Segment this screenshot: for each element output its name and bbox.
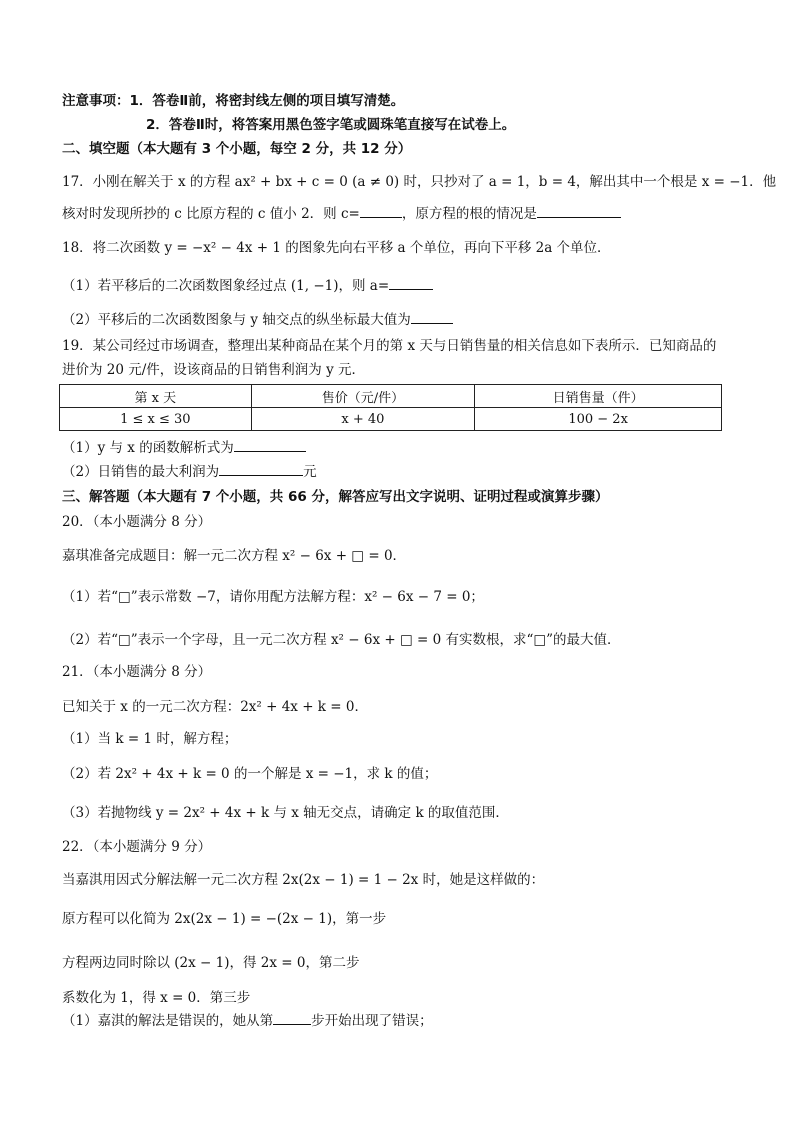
q20-part-2: （2）若“□”表示一个字母，且一元二次方程 x² − 6x + □ = 0 有实数根，求“□”的最大值．	[62, 632, 621, 648]
table-row	[60, 408, 722, 431]
q21-part-1: （1）当 k = 1 时，解方程；	[62, 731, 238, 747]
q22-step-3: 系数化为 1，得 x = 0．第三步	[62, 990, 251, 1006]
q19-part-1-text: （1）y 与 x 的函数解析式为	[62, 440, 234, 456]
q19-blank-function	[234, 438, 306, 452]
q20-header: 20．（本小题满分 8 分）	[62, 514, 212, 530]
q22-part-1-text: （1）嘉淇的解法是错误的，她从第	[62, 1013, 274, 1029]
q18-part-2-text: （2）平移后的二次函数图象与 y 轴交点的纵坐标最大值为	[62, 312, 411, 328]
notice-line-2: 2．答卷Ⅱ时，将答案用黑色签字笔或圆珠笔直接写在试卷上。	[146, 117, 516, 133]
q22-blank-step	[273, 1011, 311, 1025]
q22-part-1-tail: 步开始出现了错误；	[311, 1013, 433, 1029]
q22-step-2: 方程两边同时除以 (2x − 1)，得 2x = 0，第二步	[62, 955, 360, 971]
q17-text-a: 核对时发现所抄的 c 比原方程的 c 值小 2．则 c=	[62, 206, 360, 222]
q18-part-1	[62, 276, 734, 296]
q20-line-1: 嘉琪准备完成题目：解一元二次方程 x² − 6x + □ = 0．	[62, 548, 407, 564]
q21-part-3: （3）若抛物线 y = 2x² + 4x + k 与 x 轴无交点，请确定 k 的取值范围．	[62, 805, 509, 821]
q22-line-1: 当嘉淇用因式分解法解一元二次方程 2x(2x − 1) = 1 − 2x 时，她是这样做的：	[62, 872, 545, 888]
q22-step-1: 原方程可以化简为 2x(2x − 1) = −(2x − 1)，第一步	[62, 911, 387, 927]
q17-blank-roots	[537, 204, 621, 218]
q21-part-2: （2）若 2x² + 4x + k = 0 的一个解是 x = −1，求 k 的值；	[62, 766, 438, 782]
q18-blank-max	[411, 310, 453, 324]
section-3-title: 三、解答题（本大题有 7 个小题，共 66 分，解答应写出文字说明、证明过程或演算步骤）	[62, 489, 609, 505]
q19-blank-profit	[219, 462, 303, 476]
q19-part-2-unit: 元	[303, 464, 317, 480]
q17-blank-c	[360, 204, 402, 218]
table-header-day: 第 x 天	[60, 385, 252, 408]
q19-part-2	[62, 462, 734, 482]
q18-part-1-text: （1）若平移后的二次函数图象经过点 (1, −1)，则 a=	[62, 278, 390, 294]
q22-header: 22．（本小题满分 9 分）	[62, 839, 212, 855]
q18-part-2	[62, 310, 734, 330]
section-2-title: 二、填空题（本大题有 3 个小题，每空 2 分，共 12 分）	[62, 141, 412, 157]
table-cell-day: 1 ≤ x ≤ 30	[60, 408, 252, 431]
q19-line-1: 19．某公司经过市场调查，整理出某种商品在某个月的第 x 天与日销售量的相关信息如下表所示．已知商品的	[62, 338, 717, 354]
table-header-price: 售价（元/件）	[251, 385, 475, 408]
q19-part-1	[62, 438, 734, 458]
q17-line-1: 17．小刚在解关于 x 的方程 ax² + bx + c = 0 (a ≠ 0) 时，只抄对了 a = 1，b = 4，解出其中一个根是 x = −1．他	[62, 174, 777, 190]
q21-line-1: 已知关于 x 的一元二次方程：2x² + 4x + k = 0．	[62, 699, 368, 715]
q18-blank-a	[389, 276, 433, 290]
table-header-volume: 日销售量（件）	[475, 385, 722, 408]
q20-part-1: （1）若“□”表示常数 −7，请你用配方法解方程：x² − 6x − 7 = 0；	[62, 589, 484, 605]
notice-line-1: 注意事项：1．答卷Ⅱ前，将密封线左侧的项目填写清楚。	[62, 93, 405, 109]
table-header-row	[60, 385, 722, 408]
q17-text-b: ，原方程的根的情况是	[401, 206, 537, 222]
table-cell-volume: 100 − 2x	[475, 408, 722, 431]
q18-line-1: 18．将二次函数 y = −x² − 4x + 1 的图象先向右平移 a 个单位，再向下平移 2a 个单位．	[62, 240, 611, 256]
q22-part-1	[62, 1011, 734, 1031]
q19-line-2: 进价为 20 元/件，设该商品的日销售利润为 y 元．	[62, 362, 366, 378]
q21-header: 21．（本小题满分 8 分）	[62, 664, 212, 680]
q19-part-2-text: （2）日销售的最大利润为	[62, 464, 220, 480]
q17-line-2	[62, 204, 734, 224]
table-cell-price: x + 40	[251, 408, 475, 431]
q19-table	[59, 384, 722, 431]
